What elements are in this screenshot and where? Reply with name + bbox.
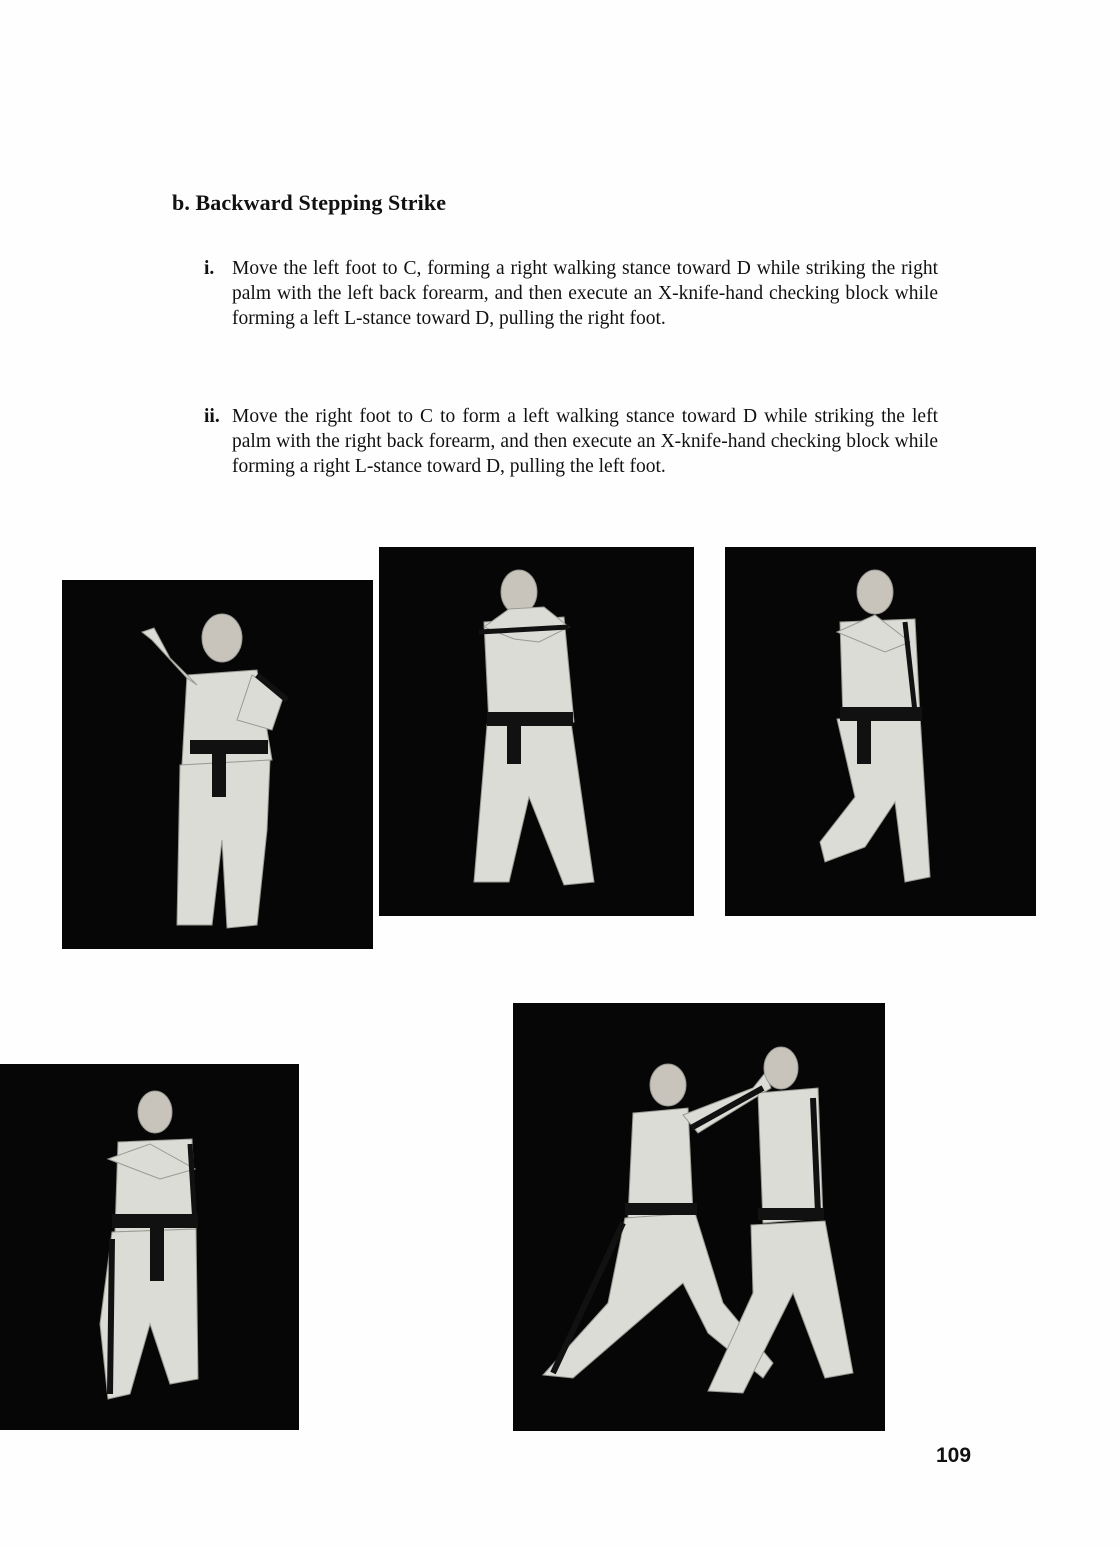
section-heading: b. Backward Stepping Strike bbox=[172, 190, 447, 215]
page-number: 109 bbox=[936, 1444, 972, 1467]
step-text: Move the right foot to C to form a left walking stance toward D while striking the left palm with the right back forearm, and then execute an X-knife-hand checking block while forming a right L-stance toward D, pulling the left foot. bbox=[232, 406, 938, 477]
step-marker: ii. bbox=[204, 406, 220, 427]
step-text: Move the left foot to C, forming a right walking stance toward D while striking the right palm with the left back forearm, and then execute an X-knife-hand checking block while forming a left L-stance toward D, pulling the right foot. bbox=[232, 258, 938, 329]
practitioner-figure bbox=[379, 547, 694, 916]
step-marker: i. bbox=[204, 258, 215, 279]
step-item bbox=[204, 256, 938, 331]
step-item bbox=[204, 404, 938, 479]
practitioner-figure bbox=[725, 547, 1036, 916]
practitioner-figure bbox=[62, 580, 373, 949]
practitioners-figure bbox=[513, 1003, 885, 1431]
photo-x-knife-hand-front bbox=[379, 547, 694, 916]
photo-walking-stance-strike bbox=[62, 580, 373, 949]
photo-x-knife-hand-block bbox=[725, 547, 1036, 916]
practitioner-figure bbox=[0, 1064, 299, 1430]
photo-two-person-application bbox=[513, 1003, 885, 1431]
photo-l-stance-block bbox=[0, 1064, 299, 1430]
